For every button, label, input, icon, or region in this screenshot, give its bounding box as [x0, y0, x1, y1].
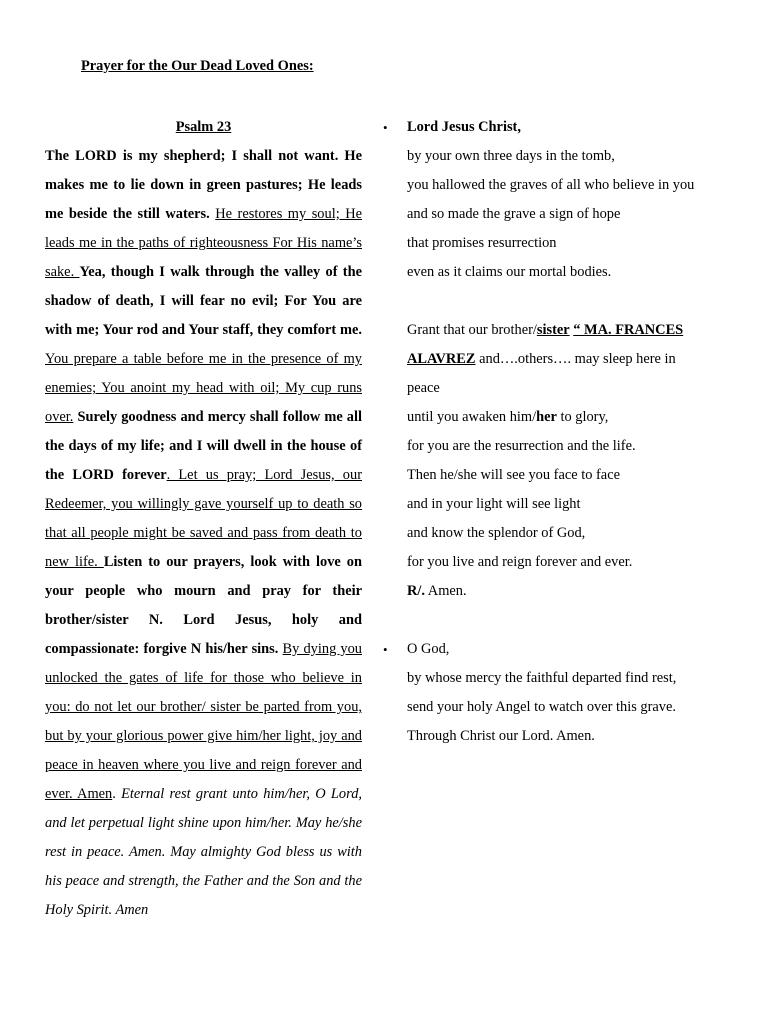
spacer	[407, 287, 728, 316]
prayer-line: and so made the grave a sign of hope	[407, 206, 621, 222]
response-text: Amen.	[425, 583, 467, 599]
grant-suffix: and….others…. may sleep here in	[475, 351, 676, 367]
prayer-line: Then he/she will see you face to face	[407, 467, 620, 483]
prayer-line: you hallowed the graves of all who believe in you	[407, 177, 695, 193]
prayer-line: Through Christ our Lord. Amen.	[407, 728, 595, 744]
psalm-verse-segment: You prepare a table before me in the presence of my enemies; You anoint my head with oil; My cup runs over.	[45, 351, 362, 425]
prayer-segment: Listen to our prayers, look with love on your people who mourn and pray for their brother/sister N. Lord Jesus, holy and compassionate: forgive N his/her sins.	[45, 554, 362, 657]
deceased-name-last: ALAVREZ	[407, 351, 476, 367]
grant-line-2	[407, 345, 728, 374]
psalm-verse-segment: Surely goodness and mercy shall follow me all the days of my life; and I will dwell in the house of the LORD forever	[45, 409, 362, 483]
response-line	[407, 577, 728, 606]
grant-line	[407, 316, 728, 345]
until-prefix: until you awaken him/	[407, 409, 537, 425]
prayer-segment: .	[112, 786, 122, 802]
prayer-item-2	[383, 635, 728, 751]
prayer-line: by whose mercy the faithful departed find rest,	[407, 670, 677, 686]
psalm-verse-segment: The LORD is my shepherd; I shall not want. He makes me to lie down in green pastures; He leads me beside the still waters.	[45, 148, 362, 222]
psalm-verse-segment: Yea, though I walk through the valley of the shadow of death, I will fear no evil; For You are with me; Your rod and Your staff, they comfort me.	[45, 264, 362, 338]
prayer-line: O God,	[407, 641, 450, 657]
prayer-line: peace	[407, 380, 440, 396]
prayer-segment: By dying you unlocked the gates of life for those who believe in you: do not let our brother/ sister be parted from you, but by your glorious power give him/her light, joy and peace in heaven where you live and reign forever and ever. Amen	[45, 641, 362, 802]
eternal-rest-segment: Eternal rest grant unto him/her, O Lord, and let perpetual light shine upon him/her. May he/she rest in peace. Amen. May almighty God bless us with his peace and strength, the Father and the Son and the Holy Spirit. Amen	[45, 786, 362, 918]
prayer-line: send your holy Angel to watch over this grave.	[407, 699, 676, 715]
prayer-line: by your own three days in the tomb,	[407, 148, 615, 164]
prayer-line: that promises resurrection	[407, 235, 557, 251]
bullet-icon: •	[383, 642, 388, 657]
response-label: R/.	[407, 583, 425, 599]
bullet-icon: •	[383, 120, 388, 135]
prayer-line: and know the splendor of God,	[407, 525, 586, 541]
until-her: her	[536, 409, 557, 425]
grant-sister: sister	[536, 322, 570, 338]
psalm-verse-segment: He restores my soul; He leads me in the paths of righteousness For His name’s sake.	[45, 206, 362, 280]
prayer-line: for you are the resurrection and the life.	[407, 438, 636, 454]
prayer-line: even as it claims our mortal bodies.	[407, 264, 612, 280]
prayer-line: and in your light will see light	[407, 496, 581, 512]
prayer-lead: Lord Jesus Christ,	[407, 119, 521, 135]
psalm-column	[45, 113, 362, 925]
until-line	[407, 403, 728, 432]
prayer-segment: . Let us pray; Lord Jesus, our Redeemer, you willingly gave yourself up to death so that all people might be saved and pass from death to new life.	[45, 467, 362, 570]
psalm-body	[45, 142, 362, 925]
until-suffix: to glory,	[556, 409, 609, 425]
psalm-heading: Psalm 23	[175, 119, 232, 135]
page-title: Prayer for the Our Dead Loved Ones:	[81, 58, 314, 74]
prayer-item-1	[383, 113, 728, 606]
deceased-name-first: “ MA. FRANCES	[573, 322, 684, 338]
spacer	[383, 606, 728, 635]
prayer-column	[383, 113, 728, 751]
prayer-line: for you live and reign forever and ever.	[407, 554, 633, 570]
grant-prefix: Grant that our brother/	[407, 322, 537, 338]
